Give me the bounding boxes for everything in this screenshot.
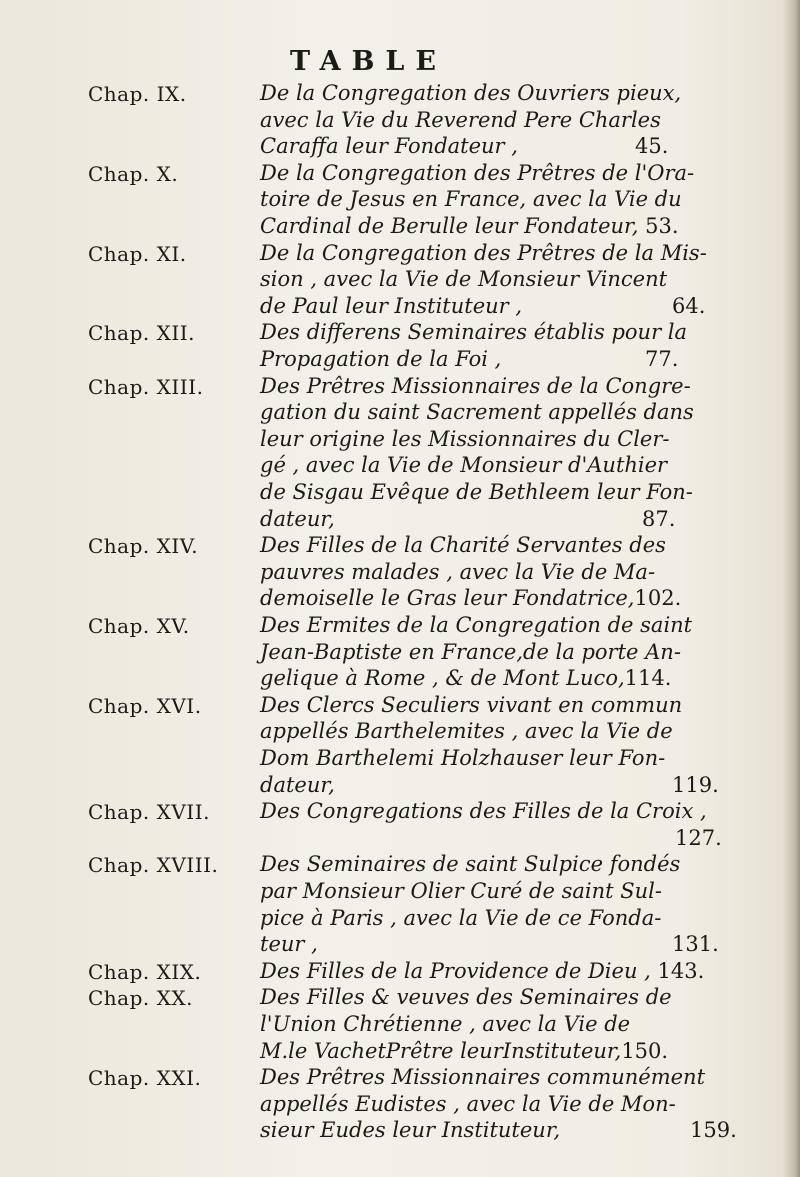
chapter-label: Chap. X.	[88, 161, 179, 186]
page-number: 45.	[635, 134, 669, 159]
entry-line	[260, 293, 765, 319]
entry-line: Des Filles de la Charité Servantes des	[260, 533, 666, 558]
entry-line	[260, 213, 765, 239]
entry-line	[260, 506, 765, 532]
entry-line	[260, 1038, 765, 1064]
entry-text: Des Filles de la Providence de Dieu ,	[260, 958, 651, 983]
entry-line: Des Prêtres Missionnaires communément	[260, 1065, 706, 1090]
entry-line: sion , avec la Vie de Monsieur Vincent	[260, 267, 668, 292]
page-number: 127.	[675, 825, 722, 850]
entry-line: de Sisgau Evêque de Bethleem leur Fon-	[260, 480, 693, 504]
chapter-label: Chap. XI.	[88, 241, 187, 266]
entry-text: demoiselle le Gras leur Fondatrice,	[260, 586, 635, 611]
entry-text: gelique à Rome , & de Mont Luco,	[260, 666, 625, 691]
page-number: 77.	[645, 347, 679, 371]
entry-line: Des differens Seminaires établis pour la	[260, 320, 688, 345]
entry-line: Des Seminaires de saint Sulpice fondés	[260, 852, 681, 877]
chapter-label: Chap. XVI.	[88, 693, 202, 718]
entry-text: de Paul leur Instituteur ,	[260, 293, 523, 318]
entry-line: avec la Vie du Reverend Pere Charles	[260, 107, 661, 132]
page-number: 53.	[645, 214, 679, 238]
entry-line: De la Congregation des Prêtres de la Mis-	[260, 240, 707, 265]
entry-line	[260, 346, 765, 372]
entry-line: Jean-Baptiste en France,de la porte An-	[260, 639, 681, 664]
chapter-label: Chap. XIII.	[88, 374, 204, 399]
page-number: 119.	[672, 772, 719, 797]
page-number: 150.	[621, 1038, 669, 1063]
entry-line: l'Union Chrétienne , avec la Vie de	[260, 1012, 631, 1036]
entry-text: Caraffa leur Fondateur ,	[260, 134, 518, 159]
page-number: 102.	[634, 586, 682, 611]
entry-line	[260, 585, 765, 611]
entry-line: par Monsieur Olier Curé de saint Sul-	[260, 879, 662, 903]
entry-line: Des Ermites de la Congregation de saint	[260, 613, 693, 637]
page-number: 143.	[657, 958, 705, 983]
entry-text: sieur Eudes leur Instituteur,	[260, 1118, 561, 1143]
entry-line	[260, 772, 765, 798]
chapter-label: Chap. XII.	[88, 321, 196, 346]
chapter-label: Chap. XIX.	[88, 959, 202, 984]
chapter-label: Chap. XVII.	[88, 800, 210, 825]
page-gutter-shadow	[782, 0, 800, 1177]
entry-line: Des Prêtres Missionnaires de la Congre-	[260, 373, 691, 398]
entry-text: dateur,	[260, 506, 335, 531]
entry-line: Des Clercs Seculiers vivant en commun	[260, 692, 683, 717]
entry-text: Cardinal de Berulle leur Fondateur,	[260, 214, 639, 238]
page-number: 64.	[672, 293, 706, 318]
entry-line: De la Congregation des Ouvriers pieux,	[260, 81, 682, 105]
chapter-label: Chap. XIV.	[88, 534, 199, 559]
entry-line	[260, 931, 765, 957]
entry-text: dateur,	[260, 772, 335, 797]
chapter-label: Chap. XV.	[88, 614, 190, 638]
page-number: 114.	[624, 666, 672, 691]
page-number: 87.	[642, 506, 676, 531]
entry-line: pice à Paris , avec la Vie de ce Fonda-	[260, 905, 662, 930]
chapter-label: Chap. XVIII.	[88, 853, 219, 878]
entry-text: Propagation de la Foi ,	[260, 347, 502, 371]
entry-line: toire de Jesus en France, avec la Vie du	[260, 187, 682, 212]
entry-line: leur origine les Missionnaires du Cler-	[260, 426, 670, 451]
entry-line	[260, 958, 765, 984]
entry-line: gation du saint Sacrement appellés dans	[260, 400, 694, 425]
entry-text: teur ,	[260, 932, 318, 957]
entry-line: Des Filles & veuves des Seminaires de	[260, 985, 672, 1010]
entry-line: appellés Eudistes , avec la Vie de Mon-	[260, 1091, 676, 1116]
entry-line: Des Congregations des Filles de la Croix ,	[260, 799, 707, 824]
page-number: 159.	[690, 1118, 737, 1143]
chapter-label: Chap. IX.	[88, 82, 187, 106]
entry-line	[260, 133, 765, 159]
entry-line: Dom Barthelemi Holzhauser leur Fon-	[260, 746, 666, 770]
entry-line: appellés Barthelemites , avec la Vie de	[260, 719, 673, 744]
entry-line	[260, 665, 765, 691]
entry-line: gé , avec la Vie de Monsieur d'Authier	[260, 453, 668, 478]
entry-text: M.le VachetPrêtre leurInstituteur,	[260, 1038, 622, 1063]
entry-line	[260, 1117, 765, 1143]
entry-line: De la Congregation des Prêtres de l'Ora-	[260, 160, 695, 185]
entry-line: pauvres malades , avec la Vie de Ma-	[260, 559, 656, 584]
page-number: 131.	[672, 932, 719, 957]
chapter-label: Chap. XXI.	[88, 1066, 202, 1091]
page-title: TABLE	[290, 46, 447, 77]
chapter-label: Chap. XX.	[88, 986, 193, 1011]
